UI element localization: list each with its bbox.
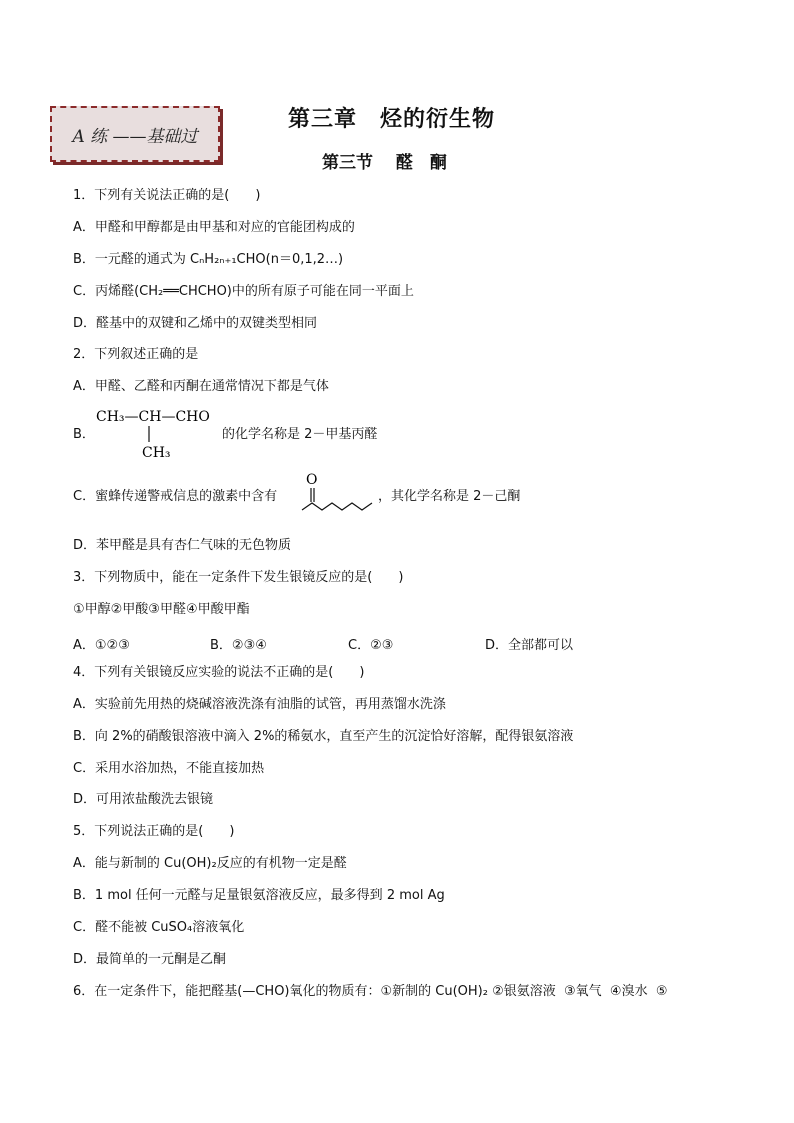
q2-option-d: D．苯甲醛是具有杏仁气味的无色物质	[73, 538, 292, 553]
question-2: 2．下列叙述正确的是	[73, 347, 199, 362]
methylpropanal-structure	[92, 404, 222, 462]
question-4: 4．下列有关银镜反应实验的说法不正确的是( )	[73, 665, 365, 680]
chapter-title: 第三章 烃的衍生物	[288, 107, 496, 132]
structure-main-chain: CH₃—CH—CHO	[96, 409, 210, 425]
badge-label: A 练 ——基础过	[72, 127, 198, 147]
q3-option-c: C．②③	[348, 638, 394, 653]
q2-option-a: A．甲醛、乙醛和丙酮在通常情况下都是气体	[73, 379, 329, 394]
q5-option-d: D．最简单的一元酮是乙酮	[73, 952, 227, 967]
question-1: 1．下列有关说法正确的是( )	[73, 188, 261, 203]
question-3: 3．下列物质中，能在一定条件下发生银镜反应的是( )	[73, 570, 404, 585]
hexanone-skeletal-structure	[298, 470, 378, 520]
question-6: 6．在一定条件下，能把醛基(—CHO)氧化的物质有：①新制的 Cu(OH)₂ ②银氨溶液 ③氧气 ④溴水 ⑤	[73, 984, 668, 999]
q4-option-a: A．实验前先用热的烧碱溶液洗涤有油脂的试管，再用蒸馏水洗涤	[73, 697, 446, 712]
ketone-oxygen: O	[306, 472, 318, 488]
q5-option-c: C．醛不能被 CuSO₄溶液氧化	[73, 920, 245, 935]
section-badge	[50, 106, 220, 162]
question-5: 5．下列说法正确的是( )	[73, 824, 235, 839]
q1-option-c: C．丙烯醛(CH₂══CHCHO)中的所有原子可能在同一平面上	[73, 284, 414, 299]
q4-option-c: C．采用水浴加热，不能直接加热	[73, 761, 265, 776]
q3-option-a: A．①②③	[73, 638, 130, 653]
q2-option-c-label: C．蜜蜂传递警戒信息的激素中含有	[73, 489, 278, 504]
q5-option-a: A．能与新制的 Cu(OH)₂反应的有机物一定是醛	[73, 856, 347, 871]
q1-option-a: A．甲醛和甲醇都是由甲基和对应的官能团构成的	[73, 220, 355, 235]
q1-option-d: D．醛基中的双键和乙烯中的双键类型相同	[73, 316, 318, 331]
q5-option-b: B．1 mol 任何一元醛与足量银氨溶液反应，最多得到 2 mol Ag	[73, 888, 445, 903]
q4-option-b: B．向 2%的硝酸银溶液中滴入 2%的稀氨水，直至产生的沉淀恰好溶解，配得银氨溶液	[73, 729, 574, 744]
q2-option-c-text: ，其化学名称是 2－己酮	[378, 489, 521, 504]
q3-substance-list: ①甲醇②甲酸③甲醛④甲酸甲酯	[73, 602, 250, 617]
q4-option-d: D．可用浓盐酸洗去银镜	[73, 792, 214, 807]
section-title: 第三节 醛 酮	[322, 153, 447, 173]
q3-option-b: B．②③④	[210, 638, 267, 653]
q2-option-b-text: 的化学名称是 2－甲基丙醛	[222, 427, 378, 442]
q3-option-d: D．全部都可以	[485, 638, 574, 653]
q2-option-b-label: B．	[73, 427, 95, 442]
structure-branch: CH₃	[142, 445, 171, 461]
q1-option-b: B．一元醛的通式为 CₙH₂ₙ₊₁CHO(n＝0,1,2…)	[73, 252, 344, 267]
